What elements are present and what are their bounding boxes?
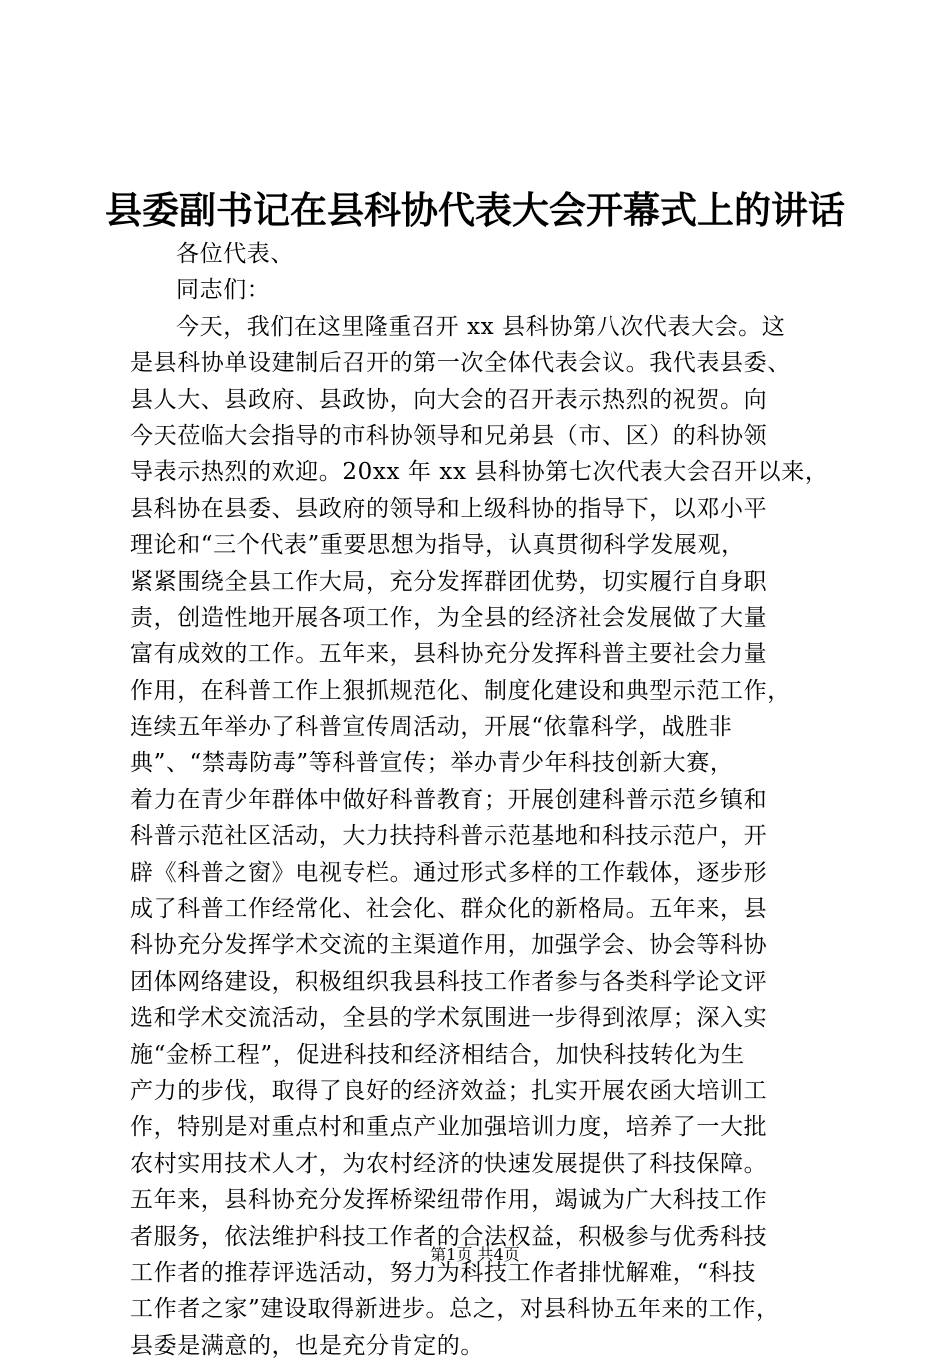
paragraph-line: 团体网络建设，积极组织我县科技工作者参与各类科学论文评 bbox=[130, 968, 768, 995]
paragraph-line: 产力的步伐，取得了良好的经济效益；扎实开展农函大培训工 bbox=[130, 1077, 768, 1104]
paragraph-line: 作，特别是对重点村和重点产业加强培训力度，培养了一大批 bbox=[130, 1114, 768, 1141]
paragraph-line: 理论和“三个代表”重要思想为指导，认真贯彻科学发展观， bbox=[130, 532, 745, 559]
paragraph-line: 责，创造性地开展各项工作，为全县的经济社会发展做了大量 bbox=[130, 604, 768, 631]
paragraph-line: 五年来，县科协充分发挥桥梁纽带作用，竭诚为广大科技工作 bbox=[130, 1187, 768, 1214]
paragraph-line: 工作者之家”建设取得新进步。总之，对县科协五年来的工作， bbox=[130, 1296, 780, 1323]
paragraph-line: 典”、“禁毒防毒”等科普宣传；举办青少年科技创新大赛， bbox=[130, 750, 734, 777]
paragraph-line: 农村实用技术人才，为农村经济的快速发展提供了科技保障。 bbox=[130, 1150, 768, 1177]
paragraph-line: 县人大、县政府、县政协，向大会的召开表示热烈的祝贺。向 bbox=[130, 386, 768, 413]
paragraph-line: 着力在青少年群体中做好科普教育；开展创建科普示范乡镇和 bbox=[130, 786, 768, 813]
paragraph-line: 今天，我们在这里隆重召开 xx 县科协第八次代表大会。这 bbox=[176, 313, 786, 340]
paragraph-line: 是县科协单设建制后召开的第一次全体代表会议。我代表县委、 bbox=[130, 350, 791, 377]
paragraph-line: 县科协在县委、县政府的领导和上级科协的指导下，以邓小平 bbox=[130, 495, 768, 522]
paragraph-line: 导表示热烈的欢迎。20xx 年 xx 县科协第七次代表大会召开以来， bbox=[130, 459, 829, 486]
paragraph-line: 作用，在科普工作上狠抓规范化、制度化建设和典型示范工作， bbox=[130, 677, 791, 704]
salutation-line: 同志们： bbox=[176, 277, 271, 304]
page-title: 县委副书记在县科协代表大会开幕式上的讲话 bbox=[105, 188, 845, 232]
paragraph-line: 县委是满意的，也是充分肯定的。 bbox=[130, 1332, 484, 1359]
paragraph-line: 工作者的推荐评选活动，努力为科技工作者排忧解难，“科技 bbox=[130, 1259, 756, 1286]
paragraph-line: 选和学术交流活动，全县的学术氛围进一步得到浓厚；深入实 bbox=[130, 1005, 768, 1032]
paragraph-line: 成了科普工作经常化、社会化、群众化的新格局。五年来，县 bbox=[130, 896, 768, 923]
paragraph-line: 者服务，依法维护科技工作者的合法权益，积极参与优秀科技 bbox=[130, 1223, 768, 1250]
paragraph-line: 紧紧围绕全县工作大局，充分发挥群团优势，切实履行自身职 bbox=[130, 568, 768, 595]
paragraph-line: 今天莅临大会指导的市科协领导和兄弟县（市、区）的科协领 bbox=[130, 422, 768, 449]
page-number-footer: 第1页 共4页 bbox=[430, 1245, 520, 1264]
paragraph-line: 科普示范社区活动，大力扶持科普示范基地和科技示范户，开 bbox=[130, 823, 768, 850]
paragraph-line: 施“金桥工程”，促进科技和经济相结合，加快科技转化为生 bbox=[130, 1041, 745, 1068]
salutation-line: 各位代表、 bbox=[176, 241, 294, 267]
speech-body bbox=[130, 236, 830, 1364]
paragraph-line: 富有成效的工作。五年来，县科协充分发挥科普主要社会力量 bbox=[130, 641, 768, 668]
paragraph-line: 辟《科普之窗》电视专栏。通过形式多样的工作载体，逐步形 bbox=[130, 859, 768, 886]
paragraph-line: 连续五年举办了科普宣传周活动，开展“依靠科学，战胜非 bbox=[130, 714, 733, 741]
paragraph-line: 科协充分发挥学术交流的主渠道作用，加强学会、协会等科协 bbox=[130, 932, 768, 959]
